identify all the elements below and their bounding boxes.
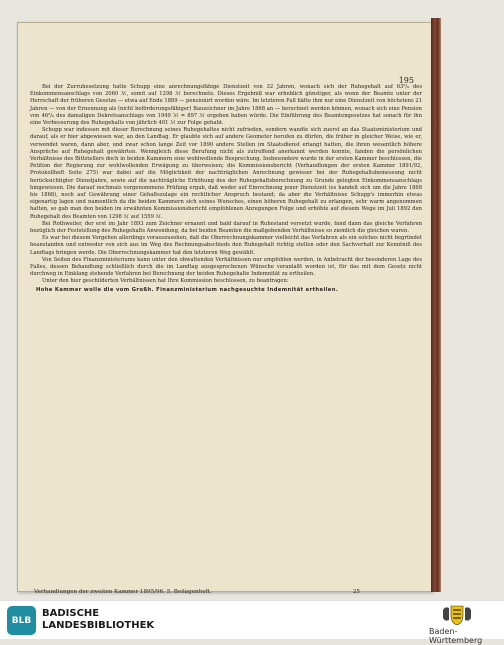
library-name-line1: BADISCHE <box>42 608 100 619</box>
page-footer-sheet-number: 25 <box>352 589 360 595</box>
book-spine-edge <box>431 18 441 592</box>
library-name[interactable] <box>42 608 154 632</box>
page-footer-source: Verhandlungen der zweiten Kammer 1895/96. 5. Beilagenheft. <box>34 589 212 595</box>
blb-logo[interactable]: BLB <box>7 606 36 635</box>
footer-bar <box>0 600 504 645</box>
paragraph-6: Unter den hier geschilderten Verhältnissen hat Ihre Kommission beschlossen, zu beantragen: <box>42 278 289 285</box>
state-name[interactable]: Baden-Württemberg <box>429 627 483 645</box>
page-number: 195 <box>398 76 414 85</box>
paragraph-1: Bei der Zurruhesetzung hatte Schupp eine anrechnungsfähige Dienstzeit von 32 Jahren, wonach sich der Ruhegehalt auf 63⁰/₀ des Einkommensanschlags von 2060 ℳ, somit auf 1298 ℳ berechnete. Dieses Ergebniß war erheblich günstiger, als wenn der Beamte unter der Herrschaft der früheren Gesetze — etwa auf Ende 1889 — pensionirt worden wäre. Im letzteren Fall hätte ihm nur eine Dienstzeit von höchstens 21 Jahren — von der Ernennung als (nicht beförderungsfähiger) Bauzeichner im Jahre 1868 an — berechnet werden können, wonach sich eine Pension von 46⁰/₀ des damaligen Dekretsanschlags von 1949 ℳ = 897 ℳ ergeben haben würde. Die Einführung des Beamtengesetzes hat sonach für ihn eine Verbesserung des Ruhegehalts von jährlich 401 ℳ zur Folge gehabt. <box>30 84 422 127</box>
paragraph-5: Von Seiten des Finanzministeriums kann unter den obwaltenden Verhältnissen nur empfohlen werden, in Anbetracht der besonderen Lage des Falles, dessen Behandlung schließlich durch die im Landtag ausgesprochenen Wünsche veranlaßt worden ist, für das mit dem Gesetz nicht durchweg in Einklang stehende Verfahren bei Berechnung der beiden Ruhegehalte Indemnität zu ertheilen. <box>30 256 422 278</box>
library-name-line2: LANDESBIBLIOTHEK <box>42 620 155 631</box>
paragraph-3: Bei Rothweiler, der erst im Jahr 1893 zum Zeichner ernannt und bald darauf in Ruhestand versetzt wurde, fand dann das gleiche Verfahren bezüglich der Feststellung des Ruhegehalts Anwendung, da bei beiden Beamten die maßgebenden Verhältnisse so ziemlich die gleichen waren. <box>30 220 422 235</box>
motion-text: Hohe Kammer wolle die vom Großh. Finanzministerium nachgesuchte Indemnität ertheilen. <box>36 286 339 293</box>
paragraph-2: Schupp war indessen mit dieser Berechnung seines Ruhegehaltes nicht zufrieden, sondern wandte sich zuerst an das Staatsministerium und darauf, als er hier abgewiesen war, an den Landtag. Er glaubte sich auf andere Geometer berufen zu dürfen, die früher in gleicher Weise, wie er, verwendet waren, dann aber, und zwar schon lange Zeit vor 1890 andere Stellen im Staatsdienst erlangt hatten, die ihren wesentlich höhere Ansprüche auf Ruhegehalt gewährten. Wenngleich diese Berufung nicht als zutreffend anerkannt werden konnte, fanden die persönlichen Verhältnisse des Bittstellers doch in beiden Kammern eine wohlwollende Besprechung. Insbesondere wurde in der ersten Kammer beschlossen, die Petition der Regierung zur wohlwollenden Erwägung zu überweisen; die Kommissionsbericht (Verhandlungen der ersten Kammer 1891/92, Protokollheft Seite 275) war dabei auf die Möglichkeit der nachträglichen Anrechnung gewisser bei der Ruhegehaltsbemessung nicht berücksichtigter Dienstjahre, sowie auf die nachträgliche Erhöhung des der Ruhegehaltsberechnung zu Grunde gelegten Einkommensanschlags hingewiesen. Die darauf nochmals vorgenommene Prüfung ergab, daß weder auf Einrechnung jener Dienstzeit (es handelt sich um die Jahre 1868 bis 1868), noch auf Gewährung einer Gehaltszulage ein rechtlicher Anspruch bestand; da aber die Verhältnisse Schupp's immerhin etwas eigenartig lagen und namentlich da die beiden Kammern sich seines Wunsches, einen höheren Ruhegehalt zu erlangen, sehr warm angenommen hatten, so gab man den beiden im erwähnten Kommissionsbericht empfohlenen Anregungen Folge und erhöhte auf diesem Wege im Juli 1892 den Ruhegehalt des Beamten von 1298 ℳ auf 1559 ℳ. <box>30 127 422 220</box>
coat-of-arms-icon <box>440 604 474 626</box>
paragraph-4: Es war bei diesem Vorgehen allerdings vorauszusehen, daß die Oberrechnungskammer vielleicht das Verfahren als ein solches nicht begründet beanstanden und entweder von sich aus im Weg des Rechnungsabschieds den Ruhegehalt richtig stellen oder den Sachverhalt zur Kenntniß des Landtags bringen werde. Die Oberrechnungskammer hat den letzteren Weg gewählt. <box>30 235 422 256</box>
scanned-page <box>17 22 433 595</box>
page-body <box>30 84 422 294</box>
